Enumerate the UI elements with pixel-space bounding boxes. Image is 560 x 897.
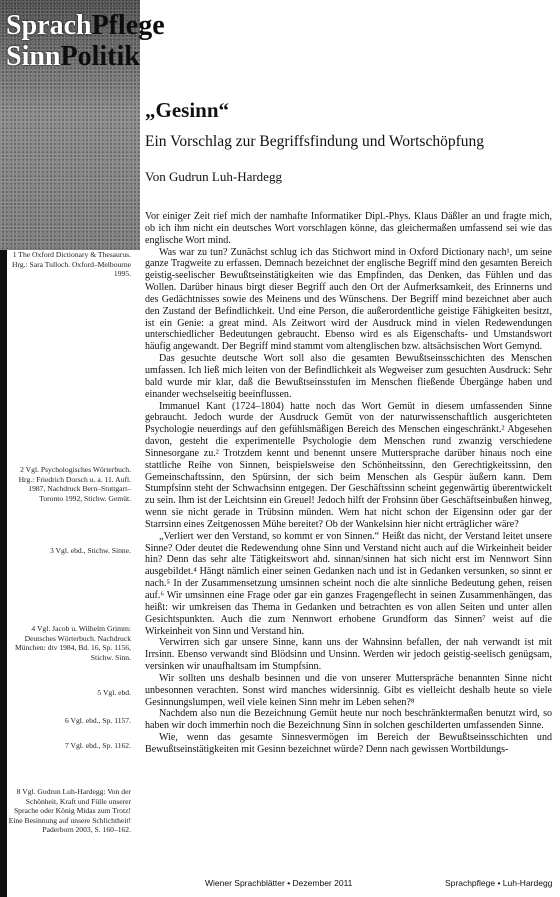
body-paragraph: Verwirren sich gar unsere Sinne, kann uns der Wahnsinn befallen, der nah verwandt ist mit Irrsinn. Ebenso verwandt sind Blödsinn und Unsinn. Werden wir jedoch geistig-seelisch genügsam, versinken wir unaufhaltsam im Stumpfsinn. [145, 637, 552, 673]
body-paragraph: Nachdem also nun die Bezeichnung Gemüt heute nur noch beschränktermaßen benutzt wird, so haben wir doch immerhin noch die Bezeichnung Sinn in solchen geschilderten umfassenden Sinne. [145, 708, 552, 732]
article-title: „Gesinn“ [145, 98, 230, 122]
logo-ghost-word: Sinn [6, 41, 61, 72]
body-paragraph: Wir sollten uns deshalb besinnen und die von unserer Mutterspräche benannten Sinne nicht unbesonnen verachten. Sonst wird manches widersinnig. Gibt es vielleicht deshalb heute so viele Gesinnungslumpen, weil viele keinen Sinn mehr im Leben sehen?⁸ [145, 672, 552, 708]
footnote-5: 5 Vgl. ebd. [97, 688, 131, 697]
footnote-7: 7 Vgl. ebd., Sp. 1162. [64, 741, 131, 750]
body-paragraph: Das gesuchte deutsche Wort soll also die gesamten Bewußtseinsschichten des Menschen umfassen. Ich ließ mich leiten von der Befindlichkeit als Wegweiser zum gesuchten Ausdruck: Sehr bald wurde mir klar, daß die Bewußtseinsstufen im Menschen fließende Übergänge haben und einander wechselseitig beeinflussen. [145, 353, 552, 400]
logo-line-sprachpflege [6, 12, 165, 40]
body-paragraph: Vor einiger Zeit rief mich der namhafte Informatiker Dipl.-Phys. Klaus Däßler an und fragte mich, ob ich ihm nicht ein deutsches Wort vorschlagen könne, das gleichermaßen umfassend sei wie das englische Wort mind. [145, 211, 552, 246]
article-author: Von Gudrun Luh-Hardegg [145, 169, 282, 184]
logo-ghost-word: Sprach [6, 10, 92, 41]
footnote-2: 2 Vgl. Psychologisches Wörterbuch. Hrg.: Friedrich Dorsch u. a. 11. Aufl. 1987, Nachdruck Bern–Stuttgart–Toronto 1992, Stichw. Gemüt. [18, 465, 131, 503]
body-paragraph: „Verliert wer den Verstand, so kommt er von Sinnen.“ Heißt das nicht, der Verstand leitet unsere Sinne? Oder deutet die Redewendung ohne Sinn und Verstand nicht auch auf die Wirkeinheit beider hin? Denn das sehr alte Tätigkeitswort ahd. sinnan/sinnen hat sich nicht erst im Nennwort Sinn ausgebildet.⁴ Hängt nämlich einer seinen Gedanken nach und ist in Gedanken versunken, so sinnt er nach.⁵ In der Zusammensetzung umsinnen scheint noch die alte sinnliche Bedeutung gehen, reisen auf.⁶ Wir umsinnen eine Frage oder gar ein ganzes Fragengeflecht in seinen Zusammenhängen, das heißt: wir umkreisen das Thema in Gedanken und betrachten es von allen Seiten und unter allen Gesichtspunkten. Auch die zum Nennwort erhobene Grundform das Sinnen⁷ weist auf die Wirkeinheit von Sinn und Verstand hin. [145, 530, 552, 637]
logo-solid-word: Politik [60, 41, 140, 72]
footer-section-author: Sprachpflege • Luh-Hardegg [445, 878, 553, 888]
logo-solid-word: Pflege [91, 10, 165, 41]
footnote-8: 8 Vgl. Gudrun Luh-Hardegg: Von der Schönheit, Kraft und Fülle unserer Sprache oder König Midas zum Trotz! Eine Besinnung auf unsere Schlichtheit! Paderborn 2003, S. 160–162. [8, 787, 131, 835]
body-paragraph: Immanuel Kant (1724–1804) hatte noch das Wort Gemüt in diesem umfassenden Sinne gebraucht. Jedoch wurde der Ausdruck Gemüt von der naturwissenschaftlich ausgerichteten Psychologie neuerdings auf den gefühlsmäßigen Bereich des Menschen eingeschränkt.² Abgesehen davon, gesteht die experimentelle Psychologie dem Menschen rund zwanzig verschiedene Sinnesorgane zu.² Trotzdem kennt und benennt unsere Muttersprache darüber hinaus noch eine stattliche Reihe von Sinnen, beispielsweise den Schönheitssinn, den Gerechtigkeitssinn, den Gemeinschaftssinn, den Spürsinn, der sich beim Menschen als Gespür äußern kann. Dem Stumpfsinn steht der Schwachsinn entgegen. Der Geschäftssinn scheint gegenwärtig überentwickelt zu sein. Ihm ist der Leichtsinn ein Greuel! Jedoch hilft der Frohsinn über Geschäftseinbußen hinweg, wenn sie nicht gerade in Trübsinn münden. Wem hat nicht schon der Eigensinn oder gar der Starrsinn eines Zeitgenossen Mühe bereitet? Ob der Wankelsinn hier nicht erträglicher wäre? [145, 400, 552, 530]
footnote-6: 6 Vgl. ebd., Sp. 1157. [64, 716, 131, 725]
body-paragraph: Was war zu tun? Zunächst schlug ich das Stichwort mind in Oxford Dictionary nach¹, um seine ganze Tragweite zu erfassen. Demnach bezeichnet der englische Begriff mind den gesamten Bereich geistig-seelischer Bewußtseinstätigkeiten wie das Empfinden, das Denken, das Fühlen und das Wollen. Darüber hinaus birgt dieser Begriff auch den Ort der Aufmerksamkeit, des Erinnerns und des Gedächtnisses sowie des Meinens und des Wünschens. Der Begriff mind bezeichnet aber auch den Zustand der Befindlichkeit. Und eine Person, die außerordentliche geistige Fähigkeiten besitzt, ist ein Genie: a great mind. Als Zeitwort wird der Ausdruck mind in vielen Redewendungen unterschiedlicher Bedeutungen gebraucht. Ebenso wird es als Eigenschafts- und Umstandswort häufig angewandt. Der Begriff mind stammt vom altenglischen bzw. altsächsischen Wort Gemynd. [145, 246, 552, 353]
body-paragraph: Wie, wenn das gesamte Sinnesvermögen im Bereich der Bewußtseinsschichten und Bewußtseinstätigkeiten mit Gesinn bezeichnet würde? Denn nach gewissen Wortbildungs- [145, 732, 552, 755]
article-subtitle: Ein Vorschlag zur Begriffsfindung und Wortschöpfung [145, 133, 484, 150]
footnote-4: 4 Vgl. Jacob u. Wilhelm Grimm: Deutsches Wörterbuch. Nachdruck München: dtv 1984, Bd. 16, Sp. 1156, Stichw. Sinn. [15, 624, 131, 662]
footnote-3: 3 Vgl. ebd., Stichw. Sinne. [50, 546, 131, 555]
article-body [145, 211, 552, 756]
footnote-1: 1 The Oxford Dictionary & Thesaurus. Hrg.: Sara Tulloch. Oxford–Melbourne 1995. [11, 250, 131, 279]
footer-publication: Wiener Sprachblätter • Dezember 2011 [205, 878, 353, 888]
column-logo-block [0, 0, 165, 250]
logo-line-sinnpolitik [6, 43, 140, 71]
